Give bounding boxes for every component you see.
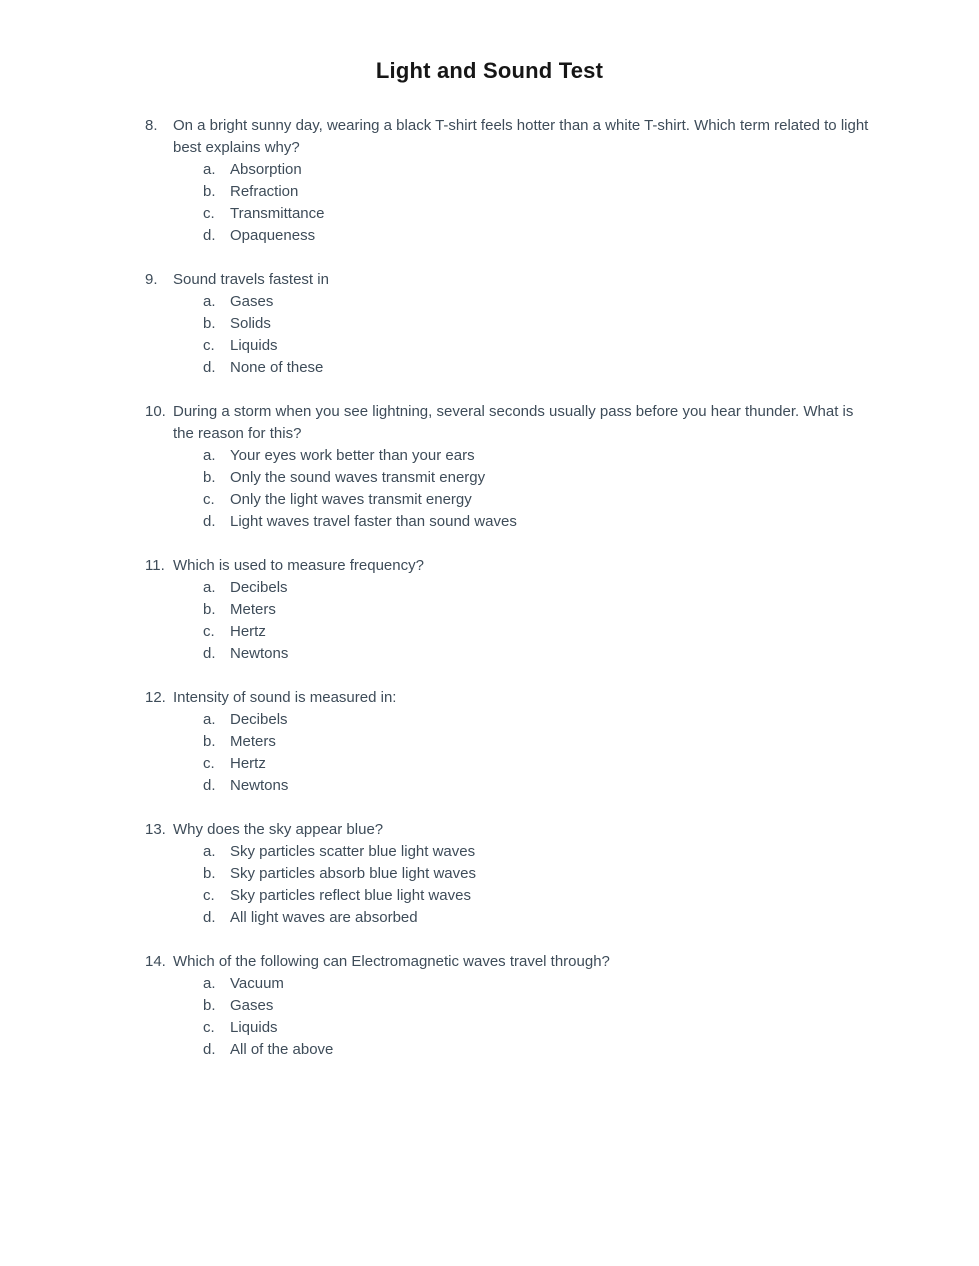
option-item: [203, 445, 879, 467]
question-text: Sound travels fastest in: [173, 271, 329, 288]
option-text: Opaqueness: [230, 227, 316, 244]
option-item: [203, 885, 879, 907]
option-item: [203, 1017, 879, 1039]
option-text: All light waves are absorbed: [230, 909, 418, 926]
question-row: [145, 555, 879, 577]
option-letter: d.: [203, 227, 216, 244]
option-text: Liquids: [230, 337, 278, 354]
question-row: [145, 819, 879, 841]
question-text: Intensity of sound is measured in:: [173, 689, 397, 706]
options-list: [203, 291, 879, 379]
option-item: [203, 203, 879, 225]
option-item: [203, 511, 879, 533]
option-item: [203, 907, 879, 929]
option-letter: b.: [203, 469, 216, 486]
question-row: [145, 687, 879, 709]
option-text: Sky particles scatter blue light waves: [230, 843, 476, 860]
option-text: Transmittance: [230, 205, 325, 222]
option-item: [203, 863, 879, 885]
question-row: [145, 401, 879, 445]
question-item: [145, 555, 879, 665]
option-text: Meters: [230, 601, 276, 618]
option-text: Your eyes work better than your ears: [230, 447, 475, 464]
question-row: [145, 115, 879, 159]
question-text: Which of the following can Electromagnetic waves travel through?: [173, 953, 610, 970]
question-number: 9.: [145, 271, 158, 288]
question-text: During a storm when you see lightning, several seconds usually pass before you hear thunder. What is the reason for this?: [173, 403, 854, 442]
option-item: [203, 709, 879, 731]
option-letter: a.: [203, 447, 216, 464]
option-item: [203, 291, 879, 313]
option-letter: b.: [203, 601, 216, 618]
page-title: Light and Sound Test: [375, 58, 604, 83]
options-list: [203, 709, 879, 797]
option-item: [203, 357, 879, 379]
option-text: All of the above: [230, 1041, 334, 1058]
option-item: [203, 225, 879, 247]
question-item: [145, 951, 879, 1061]
question-item: [145, 687, 879, 797]
question-text: On a bright sunny day, wearing a black T-shirt feels hotter than a white T-shirt. Which term related to light best explains why?: [173, 117, 869, 156]
option-text: Gases: [230, 997, 274, 1014]
option-letter: a.: [203, 975, 216, 992]
option-item: [203, 621, 879, 643]
option-text: Newtons: [230, 777, 289, 794]
option-item: [203, 775, 879, 797]
option-item: [203, 599, 879, 621]
option-item: [203, 973, 879, 995]
option-letter: c.: [203, 337, 215, 354]
option-text: Only the sound waves transmit energy: [230, 469, 486, 486]
option-text: Only the light waves transmit energy: [230, 491, 472, 508]
option-item: [203, 181, 879, 203]
option-item: [203, 489, 879, 511]
option-letter: a.: [203, 843, 216, 860]
option-letter: b.: [203, 183, 216, 200]
question-number: 10.: [145, 403, 166, 420]
question-item: [145, 401, 879, 533]
option-letter: a.: [203, 711, 216, 728]
question-row: [145, 269, 879, 291]
option-letter: d.: [203, 1041, 216, 1058]
option-letter: d.: [203, 909, 216, 926]
option-letter: a.: [203, 161, 216, 178]
option-text: Meters: [230, 733, 276, 750]
option-text: Solids: [230, 315, 271, 332]
option-text: Light waves travel faster than sound waves: [230, 513, 517, 530]
option-letter: b.: [203, 865, 216, 882]
question-row: [145, 951, 879, 973]
option-item: [203, 467, 879, 489]
option-text: Decibels: [230, 711, 288, 728]
question-text: Why does the sky appear blue?: [173, 821, 384, 838]
option-item: [203, 731, 879, 753]
question-number: 14.: [145, 953, 166, 970]
question-number: 12.: [145, 689, 166, 706]
option-item: [203, 313, 879, 335]
option-letter: c.: [203, 887, 215, 904]
option-item: [203, 753, 879, 775]
option-text: Hertz: [230, 623, 266, 640]
option-letter: c.: [203, 755, 215, 772]
option-text: Refraction: [230, 183, 299, 200]
options-list: [203, 445, 879, 533]
options-list: [203, 841, 879, 929]
option-text: None of these: [230, 359, 324, 376]
option-text: Vacuum: [230, 975, 284, 992]
option-letter: d.: [203, 777, 216, 794]
options-list: [203, 159, 879, 247]
question-item: [145, 269, 879, 379]
option-text: Absorption: [230, 161, 302, 178]
option-item: [203, 643, 879, 665]
option-text: Sky particles reflect blue light waves: [230, 887, 471, 904]
option-letter: b.: [203, 315, 216, 332]
option-text: Liquids: [230, 1019, 278, 1036]
option-text: Gases: [230, 293, 274, 310]
option-text: Decibels: [230, 579, 288, 596]
option-item: [203, 995, 879, 1017]
option-item: [203, 1039, 879, 1061]
option-item: [203, 335, 879, 357]
option-letter: c.: [203, 623, 215, 640]
question-number: 11.: [145, 557, 165, 574]
option-item: [203, 841, 879, 863]
option-letter: a.: [203, 579, 216, 596]
option-letter: d.: [203, 513, 216, 530]
options-list: [203, 973, 879, 1061]
option-item: [203, 159, 879, 181]
option-letter: c.: [203, 205, 215, 222]
option-item: [203, 577, 879, 599]
options-list: [203, 577, 879, 665]
option-letter: c.: [203, 1019, 215, 1036]
question-number: 8.: [145, 117, 158, 134]
option-text: Sky particles absorb blue light waves: [230, 865, 476, 882]
option-text: Newtons: [230, 645, 289, 662]
option-letter: b.: [203, 997, 216, 1014]
option-letter: d.: [203, 645, 216, 662]
question-item: [145, 819, 879, 929]
question-text: Which is used to measure frequency?: [173, 557, 424, 574]
question-item: [145, 115, 879, 247]
option-letter: b.: [203, 733, 216, 750]
question-list: [0, 115, 979, 1061]
option-letter: a.: [203, 293, 216, 310]
question-number: 13.: [145, 821, 166, 838]
option-text: Hertz: [230, 755, 266, 772]
option-letter: c.: [203, 491, 215, 508]
option-letter: d.: [203, 359, 216, 376]
